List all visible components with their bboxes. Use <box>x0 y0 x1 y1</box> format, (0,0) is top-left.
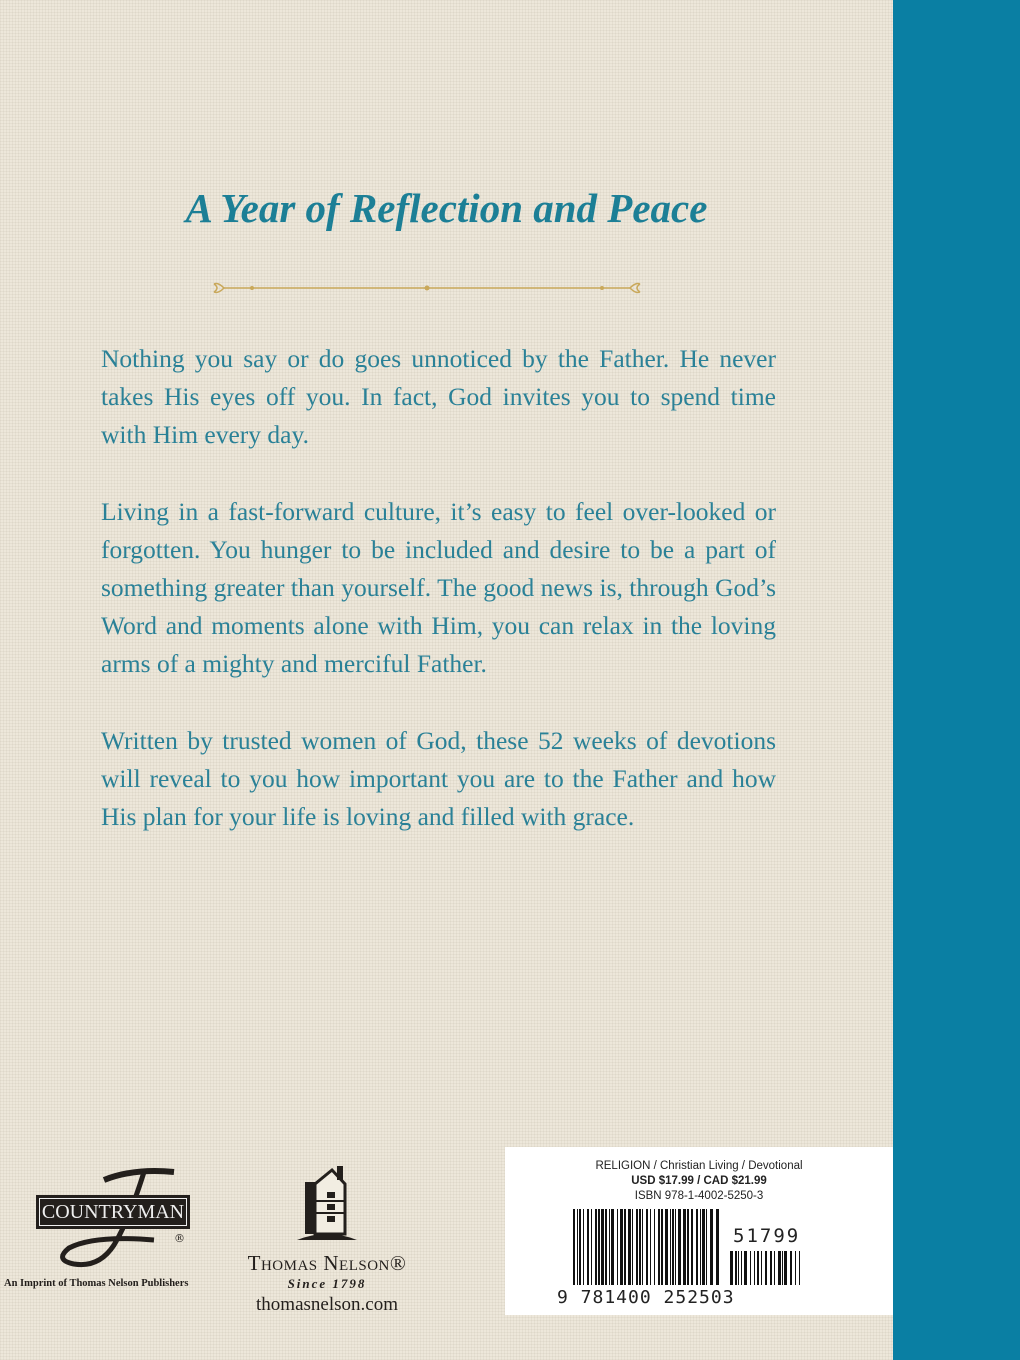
barcode-bar <box>757 1251 759 1285</box>
barcode-bar <box>654 1209 655 1285</box>
barcode-bar <box>770 1251 772 1285</box>
barcode-bar <box>750 1251 751 1285</box>
barcode-bar <box>735 1251 737 1285</box>
barcode-bar <box>761 1251 762 1285</box>
barcode-bar <box>624 1209 626 1285</box>
spine-band <box>893 0 1020 1360</box>
barcode-bar <box>598 1209 600 1285</box>
barcode-bar <box>591 1209 592 1285</box>
barcode-bar <box>579 1209 581 1285</box>
thomas-nelson-name: Thomas Nelson® <box>247 1251 407 1275</box>
barcode-bar <box>795 1251 796 1285</box>
barcode-bar <box>636 1209 638 1285</box>
barcode-bar <box>765 1251 767 1285</box>
barcode-bar <box>611 1209 614 1285</box>
price-text: USD $17.99 / CAD $21.99 <box>631 1175 767 1187</box>
countryman-name: COUNTRYMAN <box>36 1195 190 1229</box>
barcode-bar <box>675 1209 676 1285</box>
barcode-bar <box>605 1209 607 1285</box>
barcode-bar <box>738 1251 739 1285</box>
barcode-bar <box>670 1209 671 1285</box>
barcode-bar <box>744 1251 747 1285</box>
barcode-bar <box>678 1209 681 1285</box>
barcode-bar <box>639 1209 641 1285</box>
barcode-bar <box>784 1251 787 1285</box>
barcode-bar <box>702 1209 705 1285</box>
barcode-bar <box>642 1209 643 1285</box>
barcode-bar <box>716 1209 719 1285</box>
barcode-bar <box>609 1209 610 1285</box>
ean-number: 9 781400 252503 <box>557 1287 735 1308</box>
barcode-bar <box>583 1209 584 1285</box>
barcode-bar <box>778 1251 781 1285</box>
barcode-bar <box>577 1209 578 1285</box>
thomas-nelson-logo <box>232 1162 422 1316</box>
barcode-bar <box>628 1209 631 1285</box>
barcode-bar <box>683 1209 686 1285</box>
addon-number: 51799 <box>733 1225 801 1247</box>
flourish-divider <box>212 278 642 298</box>
barcode-bar <box>774 1251 775 1285</box>
barcode-bar <box>799 1251 800 1285</box>
description <box>101 340 776 876</box>
barcode-bar <box>632 1209 633 1285</box>
barcode-bar <box>650 1209 651 1285</box>
barcode-bar <box>595 1209 597 1285</box>
barcode-bar <box>754 1251 755 1285</box>
isbn-text: ISBN 978-1-4002-5250-3 <box>634 1190 764 1202</box>
barcode-bar <box>706 1209 707 1285</box>
website-link[interactable]: thomasnelson.com <box>256 1294 398 1315</box>
barcode-bar <box>700 1209 701 1285</box>
barcode-bar <box>696 1209 698 1285</box>
barcode-bar <box>782 1251 783 1285</box>
barcode-bar <box>710 1209 713 1285</box>
barcode-bar <box>658 1209 660 1285</box>
house-icon <box>287 1162 367 1242</box>
barcode-bar <box>730 1251 733 1285</box>
barcode-bar <box>790 1251 792 1285</box>
imprint-text: An Imprint of Thomas Nelson Publishers <box>4 1278 189 1289</box>
barcode-bar <box>620 1209 623 1285</box>
barcode-bar <box>646 1209 648 1285</box>
barcode-bar <box>661 1209 663 1285</box>
paragraph-2: Living in a fast-forward culture, it’s easy to feel over-looked or forgotten. You hunger to be included and desire to be a part of something greater than yourself. The good news is, through God’s Word and moments alone with Him, you can relax in the loving arms of a mighty and merciful Father. <box>101 497 776 678</box>
barcode-bar <box>687 1209 689 1285</box>
paragraph-3: Written by trusted women of God, these 52 weeks of devotions will reveal to you how important you are to the Father and how His plan for your life is loving and filled with grace. <box>101 726 776 831</box>
since-text: Since 1798 <box>287 1276 367 1291</box>
back-cover-title: A Year of Reflection and Peace <box>185 185 708 231</box>
barcode-bar <box>573 1209 575 1285</box>
barcode-bar <box>691 1209 693 1285</box>
barcode-bar <box>665 1209 668 1285</box>
barcode-bar <box>601 1209 604 1285</box>
registered-mark: ® <box>174 1232 185 1245</box>
paragraph-1: Nothing you say or do goes unnoticed by the Father. He never takes His eyes off you. In fact, God invites you to spend time with Him every day. <box>101 344 776 449</box>
barcode-bar <box>617 1209 618 1285</box>
countryman-logo <box>4 1170 224 1295</box>
barcode <box>573 1209 803 1287</box>
barcode-bar <box>587 1209 589 1285</box>
barcode-bar <box>741 1251 742 1285</box>
category-text: RELIGION / Christian Living / Devotional <box>595 1160 803 1172</box>
barcode-label <box>505 1147 893 1315</box>
barcode-bar <box>672 1209 674 1285</box>
